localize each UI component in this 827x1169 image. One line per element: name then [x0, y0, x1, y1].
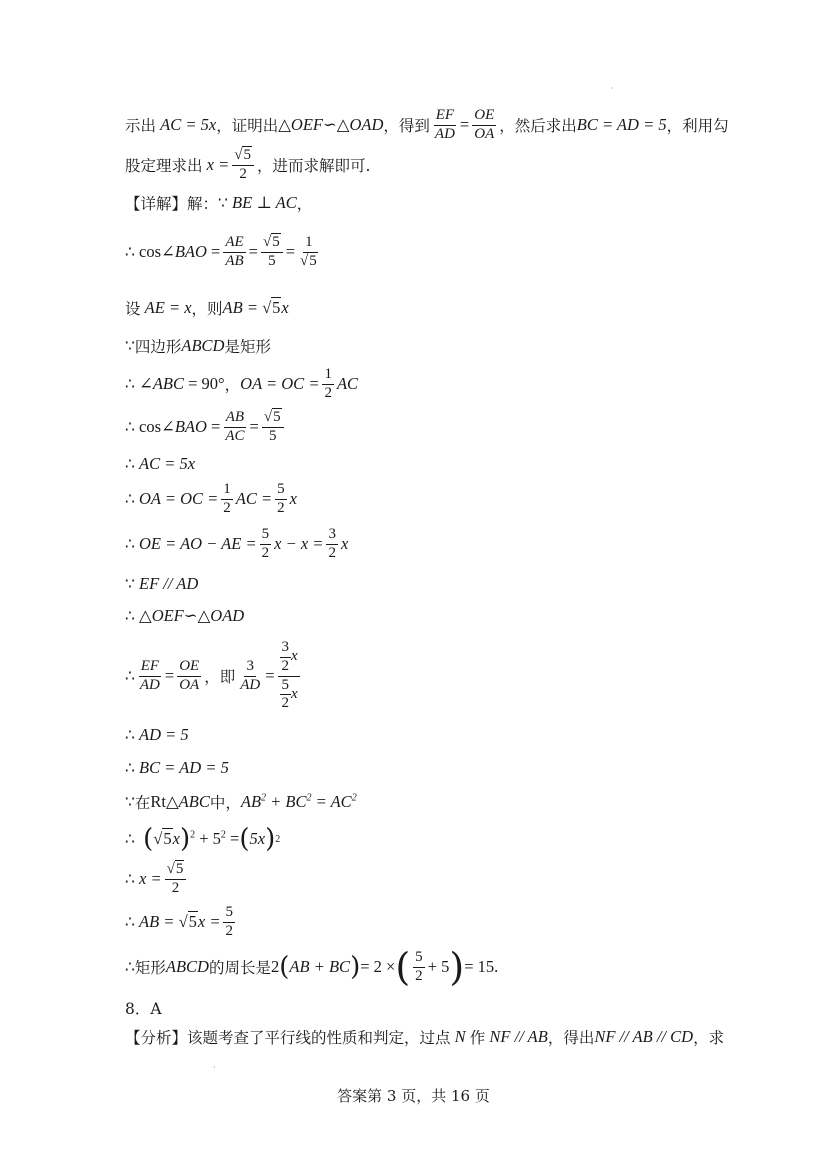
- therefore-symbol: ∴: [125, 870, 135, 889]
- step-oa-oc: [125, 482, 297, 517]
- frac-5-2: $\frac{5}{2}$: [261, 526, 270, 561]
- math-pythag: $AB^2 + BC^2 = AC^2$: [240, 792, 357, 811]
- text: 作: [469, 1029, 486, 1047]
- text: ，然后求出: [499, 117, 577, 136]
- frac-5-2: $\frac{5}{2}$: [415, 948, 423, 984]
- therefore-symbol: ∴: [125, 726, 135, 744]
- math-bc-ad-5: BC = AD = 5: [134, 758, 229, 777]
- step-equation: [125, 826, 280, 852]
- eq: =: [265, 666, 275, 685]
- frac-sqrt5-2: $\frac{√5}{2}$: [232, 148, 254, 183]
- math-be-perp-ac: BE ⊥ AC: [227, 193, 297, 212]
- therefore-symbol: ∴: [125, 375, 135, 394]
- therefore-symbol: ∴: [125, 243, 135, 262]
- step-rect: [125, 335, 271, 357]
- step-ac-5x: [125, 454, 195, 474]
- text: 中，: [209, 794, 241, 812]
- math-rt-abc: Rt△ABC: [150, 792, 210, 811]
- math-x: x =: [202, 155, 230, 175]
- eq: =: [459, 115, 470, 135]
- step-oe: [125, 527, 348, 562]
- text: ，则: [191, 300, 223, 318]
- analysis-8: [125, 1026, 724, 1048]
- frac-1-2: $\frac{1}{2}$: [223, 481, 231, 516]
- step-cos-2: [125, 410, 287, 445]
- scan-dot: ·: [611, 84, 614, 93]
- step-x-value: [125, 862, 189, 897]
- therefore-symbol: ∴: [125, 455, 135, 473]
- intro-line-1: [125, 108, 729, 143]
- frac-1-sqrt5: $\frac{1}{√5}$: [300, 234, 317, 269]
- text: 是矩形: [224, 338, 271, 356]
- text: ，求: [693, 1029, 725, 1047]
- paren: ): [350, 952, 361, 982]
- math-plus5: + 5: [427, 957, 450, 976]
- math-nf-ab-cd: NF // AB // CD: [594, 1027, 694, 1046]
- step-bc-ad: [125, 758, 229, 778]
- math-ae-x: AE = x: [140, 298, 192, 317]
- text: 设: [125, 300, 141, 318]
- frac-ef-ad: $\frac{EF}{AD}$: [139, 657, 160, 693]
- math-x-minus-x: x − x =: [274, 534, 324, 554]
- text: ，: [224, 376, 241, 395]
- text: 四边形: [134, 338, 182, 356]
- math-ac: AC =: [235, 489, 273, 509]
- math-x: x: [289, 489, 297, 509]
- therefore-symbol: ∴: [125, 607, 135, 625]
- paren: (: [239, 824, 250, 854]
- math-oa-oc: OA = OC =: [240, 374, 320, 394]
- text: ，证明出: [216, 117, 279, 136]
- text: ，得出: [547, 1029, 595, 1047]
- math-ab: AB = √5x =: [134, 912, 221, 932]
- math-ab-sqrt5x: AB = √5x: [222, 298, 289, 317]
- math-ac: AC: [336, 374, 359, 394]
- therefore-symbol: ∴: [125, 830, 135, 848]
- text: ，进而求解即可.: [256, 157, 371, 176]
- therefore-symbol: ∴: [125, 913, 135, 932]
- math-n: N: [450, 1027, 470, 1046]
- paren: ): [179, 824, 191, 854]
- step-perimeter: [125, 945, 499, 989]
- step-ratio: [125, 640, 303, 712]
- math-5x: 5x: [249, 829, 266, 848]
- math-ab-bc: AB + BC: [289, 957, 351, 976]
- eq: =: [164, 666, 175, 685]
- text: 示出: [125, 117, 157, 136]
- eq: =: [249, 417, 259, 437]
- math-2: 2: [271, 957, 280, 976]
- intro-line-2: [125, 148, 370, 183]
- math-eq-rest: $^2 + 5^2$ =: [190, 829, 240, 848]
- therefore-symbol: ∴: [125, 958, 135, 976]
- text: ，: [296, 195, 313, 213]
- step-ab-value: [125, 905, 238, 940]
- text: 在: [134, 794, 151, 812]
- frac-oe-oa: $\frac{OE}{OA}$: [474, 107, 495, 142]
- step-angle: [125, 367, 358, 402]
- sup-2: 2: [275, 833, 281, 845]
- text: 股定理求出: [125, 157, 203, 176]
- step-parallel: [125, 574, 198, 594]
- step-cos-1: [125, 235, 323, 270]
- text: ，得到: [383, 117, 430, 136]
- frac-5-2: $\frac{5}{2}$: [225, 904, 233, 939]
- frac-5-2: $\frac{5}{2}$: [277, 481, 285, 516]
- eq: =: [285, 242, 296, 262]
- because-symbol: ∵: [125, 575, 135, 593]
- math-ef-par-ad: EF // AD: [134, 574, 199, 593]
- scan-dot: ·: [213, 1063, 216, 1072]
- paren: ): [449, 945, 465, 989]
- because-symbol: ∵: [125, 793, 135, 811]
- math-ad-5: AD = 5: [134, 725, 189, 744]
- frac-sqrt5-5: $\frac{√5}{5}$: [261, 235, 283, 270]
- paren: (: [395, 945, 411, 989]
- paren: ): [265, 824, 276, 854]
- text: 矩形: [134, 959, 166, 977]
- answer-8: [125, 997, 162, 1019]
- math-oa-oc: OA = OC =: [134, 489, 219, 509]
- therefore-symbol: ∴: [125, 535, 135, 554]
- analysis-text: 【分析】该题考查了平行线的性质和判定，过点: [125, 1029, 451, 1047]
- frac-oe-oa: $\frac{OE}{OA}$: [179, 657, 200, 693]
- answer-label: 8．A: [125, 1000, 162, 1018]
- page-footer: 答案第 3 页，共 16 页: [337, 1087, 490, 1105]
- text: ，即: [204, 668, 236, 686]
- math-nf-ab: NF // AB: [485, 1027, 548, 1046]
- eq: =: [248, 242, 258, 262]
- detail-line: [125, 192, 312, 214]
- frac-ab-ac: $\frac{AB}{AC}$: [225, 409, 245, 444]
- math-abcd: ABCD: [165, 957, 209, 976]
- math-sqrt5x: √5x: [153, 829, 180, 848]
- text: 的周长是: [208, 959, 271, 977]
- frac-ef-ad: $\frac{EF}{AD}$: [434, 107, 455, 142]
- frac-ae-ab: $\frac{AE}{AB}$: [225, 234, 244, 269]
- frac-3-ad: $\frac{3}{AD}$: [240, 657, 261, 693]
- math-oe: OE = AO − AE =: [134, 534, 257, 554]
- frac-1-2: $\frac{1}{2}$: [324, 366, 332, 401]
- math-similar: △OEF∽△OAD: [134, 606, 245, 625]
- frac-3-2: $\frac{3}{2}$: [328, 526, 336, 561]
- math-cos: cos∠BAO =: [134, 417, 221, 437]
- therefore-symbol: ∴: [125, 667, 135, 685]
- because-symbol: ∵: [218, 194, 228, 212]
- step-ad-5: [125, 725, 189, 745]
- paren: (: [279, 952, 290, 982]
- therefore-symbol: ∴: [125, 759, 135, 777]
- therefore-symbol: ∴: [125, 490, 135, 509]
- because-symbol: ∵: [125, 337, 135, 355]
- therefore-symbol: ∴: [125, 418, 135, 437]
- math-ac-5x: AC = 5x: [156, 115, 217, 135]
- math-x: x: [340, 534, 349, 554]
- frac-sqrt5-5: $\frac{√5}{5}$: [262, 410, 284, 445]
- math-ac-5x: AC = 5x: [134, 454, 196, 473]
- paren: (: [134, 824, 154, 854]
- math-15: = 15.: [464, 957, 499, 976]
- frac-complex: $\frac{3}{2}$ x $\frac{5}{2}$ x: [278, 640, 300, 712]
- math-angle-abc: ∠ABC = 90°: [134, 374, 225, 394]
- step-similar: [125, 606, 244, 626]
- frac-sqrt5-2: $\frac{√5}{2}$: [165, 862, 187, 897]
- detail-label: 【详解】解：: [125, 195, 219, 213]
- step-set-ae: [125, 297, 289, 319]
- math-bc-ad-5: BC = AD = 5: [576, 115, 667, 135]
- math-eq-2x: = 2 ×: [360, 957, 396, 976]
- math-x: x =: [134, 869, 162, 889]
- math-abcd: ABCD: [181, 336, 225, 355]
- text: ，利用勾: [666, 117, 729, 136]
- step-pythag: [125, 791, 357, 813]
- math-cos: cos∠BAO =: [134, 242, 221, 262]
- math-similar: △OEF∽△OAD: [278, 115, 384, 135]
